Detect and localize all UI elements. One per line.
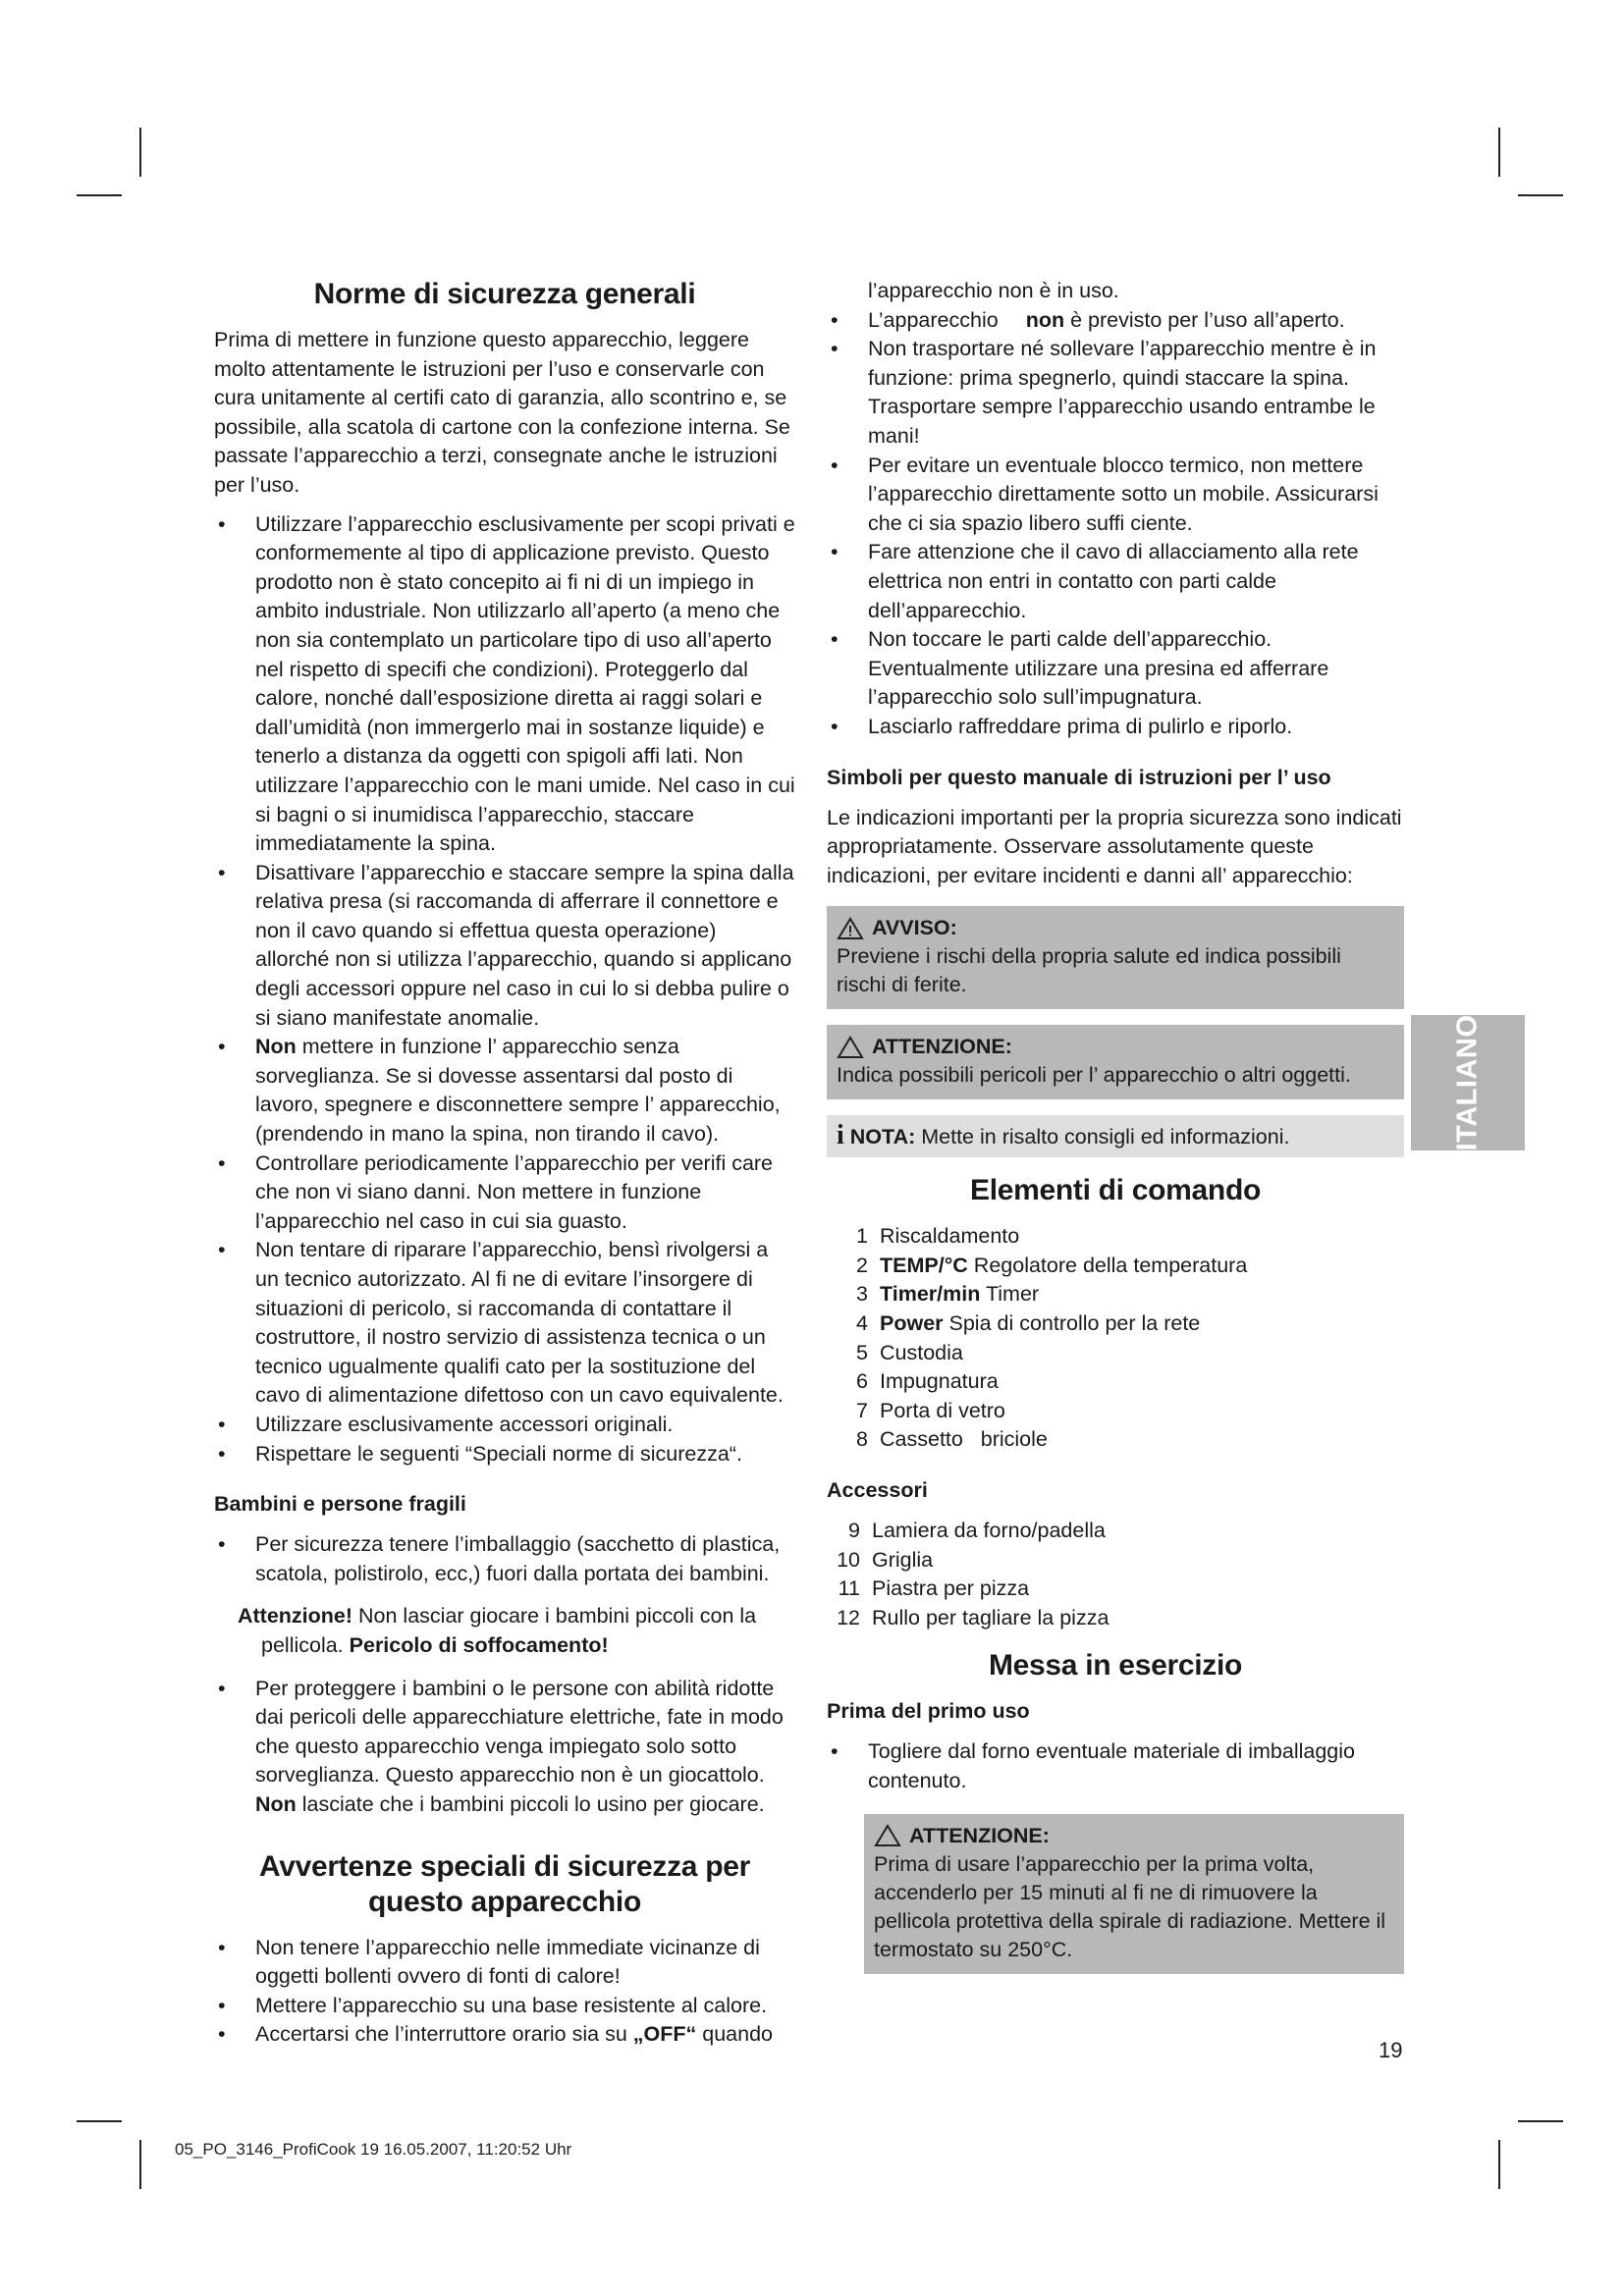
first-use-list [827,1737,1404,1795]
list-item-text: mettere in funzione l’ apparecchio senza sorveglianza. Se si dovesse assentarsi dal posto di lavoro, spegnere e disconnettere sempre l’ apparecchio, (prendendo in mano la spina, non tirando il cavo). [255,1035,781,1147]
accessory-item [833,1517,1404,1546]
nota-box [827,1115,1404,1157]
control-item [840,1367,1404,1397]
warning-triangle-icon [837,917,864,940]
safety-list [214,510,795,1469]
nota-label: NOTA: [849,1125,916,1149]
page-number: 19 [1379,2038,1403,2062]
crop-mark [1498,128,1500,177]
control-item [840,1222,1404,1252]
info-icon: i [837,1120,844,1151]
avviso-text: Previene i rischi della propria salute ed indica possibili rischi di ferite. [837,944,1341,997]
note-text: Non lasciar giocare i bambini piccoli con la pellicola. [261,1604,757,1657]
item-number: 2 [856,1253,868,1277]
nota-text: Mette in risalto consigli ed informazioni. [915,1125,1290,1149]
item-text: Regolatore della temperatura [967,1253,1248,1277]
children-list-2 [214,1675,795,1820]
avviso-box [827,906,1404,1009]
control-item [840,1339,1404,1368]
subheading-symbols: Simboli per questo manuale di istruzioni per l’ uso [827,765,1331,789]
attenzione-heading [837,1033,1394,1061]
list-item: • Disattivare l’apparecchio e staccare sempre la spina dalla relativa presa (si raccomanda di afferrare il connettore e non il cavo quando si effettua questa operazione) allorché non si utilizza l’apparecchio, quando si applicano degli accessori oppure nel caso in cui lo si debba pulire o si siano manifestate anomalie. [214,859,795,1034]
item-number: 12 [837,1605,860,1629]
list-item: • Non tentare di riparare l’apparecchio, bensì rivolgersi a un tecnico autorizzato. Al fi ne di evitare l’insorgere di situazioni di pericolo, si raccomanda di contattare il costruttore, il nostro servizio di assistenza tecnica o un tecnico ugualmente qualifi cato per la sostituzione del cavo di alimentazione difettoso con un cavo equivalente. [214,1236,795,1411]
item-bold-label: Timer/min [880,1282,981,1307]
bold-text: Non [255,1791,297,1816]
section-title-controls: Elementi di comando [969,1174,1261,1207]
item-number: 5 [856,1340,868,1364]
crop-mark [1518,2120,1563,2122]
attenzione-text: Prima di usare l’apparecchio per la prima volta, accenderlo per 15 minuti al fi ne di rimuovere la pellicola protettiva della spirale di radiazione. Mettere il termostato su 250°C. [874,1851,1386,1961]
list-item: • Controllare periodicamente l’apparecchio per verifi care che non vi siano danni. Non mettere in funzione l’apparecchio nel caso in cui sia guasto. [214,1149,795,1237]
print-footer: 05_PO_3146_ProfiCook 19 16.05.2007, 11:20:52 Uhr [175,2140,572,2159]
crop-mark [139,2140,141,2189]
list-item [214,2020,795,2050]
avviso-label: AVVISO: [872,916,957,940]
item-number: 6 [856,1369,868,1394]
attenzione-label: ATTENZIONE: [909,1823,1050,1847]
accessory-item [833,1546,1404,1575]
control-item [840,1280,1404,1309]
accessory-item [833,1575,1404,1604]
list-item: • Per evitare un eventuale blocco termico, non mettere l’apparecchio direttamente sotto un mobile. Assicurarsi che ci sia spazio libero suffi ciente. [827,452,1404,539]
item-text: Spia di controllo per la rete [943,1311,1201,1336]
item-number: 3 [856,1282,868,1307]
continued-text: l’apparecchio non è in uso. [868,279,1119,302]
warning-note [214,1602,795,1660]
bold-text: „OFF“ [632,2022,697,2047]
item-text: Impugnatura [880,1369,999,1394]
subheading-children: Bambini e persone fragili [214,1492,466,1517]
list-item-text: quando [696,2022,773,2047]
list-item-text: lasciate che i bambini piccoli lo usino per giocare. [296,1791,765,1816]
list-item: • Per sicurezza tenere l’imballaggio (sacchetto di plastica, scatola, polistirolo, ecc,) fuori dalla portata dei bambini. [214,1530,795,1588]
right-column [827,277,1404,1990]
caution-triangle-icon [874,1824,901,1847]
list-item: • Mettere l’apparecchio su una base resistente al calore. [214,1992,795,2021]
section-title-messa: Messa in esercizio [988,1649,1243,1682]
symbols-intro: Le indicazioni importanti per la propria sicurezza sono indicati appropriatamente. Osservare assolutamente queste indicazioni, per evitare incidenti e danni all’ apparecchio: [827,805,1402,887]
children-list [214,1530,795,1588]
control-item [840,1397,1404,1426]
list-item-text: è previsto per l’uso all’aperto. [1064,307,1345,332]
accessory-item [833,1604,1404,1633]
attenzione-heading [874,1822,1394,1850]
control-item [840,1309,1404,1339]
list-item: • Non trasportare né sollevare l’apparecchio mentre è in funzione: prima spegnerlo, quindi staccare la spina. Trasportare sempre l’apparecchio usando entrambe le mani! [827,335,1404,451]
section-title-special-safety: Avvertenze speciali di sicurezza per questo apparecchio [259,1849,750,1918]
list-item [827,306,1404,336]
item-number: 11 [838,1576,860,1601]
item-text: Custodia [880,1340,963,1364]
list-item: • Rispettare le seguenti “Speciali norme di sicurezza“. [214,1440,795,1469]
subheading-accessori: Accessori [827,1478,928,1503]
crop-mark [1498,2140,1500,2189]
item-text: Riscaldamento [880,1224,1020,1249]
attenzione-label: ATTENZIONE: [872,1035,1012,1059]
attenzione-box-2 [864,1814,1404,1974]
crop-mark [1518,194,1563,196]
list-item-text: Per proteggere i bambini o le persone con abilità ridotte dai pericoli delle apparecchiature elettriche, fate in modo che questo apparecchio venga impiegato solo sotto sorveglianza. Questo apparecchio non è un giocattolo. [255,1676,784,1788]
bold-text: Pericolo di soffocamento! [349,1632,609,1657]
control-item [840,1425,1404,1455]
bold-text: non [1025,307,1065,332]
list-item: • Non toccare le parti calde dell’apparecchio. Eventualmente utilizzare una presina ed afferrare l’apparecchio solo sull’impugnatura. [827,625,1404,713]
language-tab-label: ITALIANO [1451,1014,1484,1151]
list-item: • Fare attenzione che il cavo di allacciamento alla rete elettrica non entri in contatto con parti calde dell’apparecchio. [827,538,1404,625]
item-number: 7 [856,1398,868,1422]
list-item: • Utilizzare esclusivamente accessori originali. [214,1411,795,1440]
item-text: Cassetto briciole [880,1427,1048,1452]
control-item [840,1252,1404,1281]
left-column [214,277,795,2054]
item-text: Griglia [872,1547,934,1572]
item-text: Porta di vetro [880,1398,1005,1422]
item-number: 8 [856,1427,868,1452]
item-number: 1 [856,1224,868,1249]
item-text: Rullo per tagliare la pizza [872,1605,1110,1629]
crop-mark [139,128,141,177]
language-tab [1411,1015,1525,1150]
list-item: • Lasciarlo raffreddare prima di pulirlo e riporlo. [827,713,1404,742]
item-text: Lamiera da forno/padella [872,1519,1106,1543]
item-text: Timer [980,1282,1040,1307]
bold-text: Attenzione! [238,1604,353,1629]
controls-list [840,1222,1404,1455]
item-number: 10 [837,1547,860,1572]
list-item-text: L’apparecchio [868,307,999,332]
list-item [214,1675,795,1820]
item-text: Piastra per pizza [872,1576,1030,1601]
attenzione-box [827,1025,1404,1099]
item-number: 4 [856,1311,868,1336]
crop-mark [77,194,122,196]
attenzione-text: Indica possibili pericoli per l’ apparecchio o altri oggetti. [837,1063,1351,1088]
item-number: 9 [848,1519,860,1543]
list-item [214,1033,795,1148]
item-bold-label: TEMP/°C [880,1253,968,1277]
caution-triangle-icon [837,1036,864,1059]
accessories-list [833,1517,1404,1632]
avviso-heading [837,914,1394,942]
list-item: • Togliere dal forno eventuale materiale di imballaggio contenuto. [827,1737,1404,1795]
special-safety-list [214,1934,795,2050]
subheading-primo-uso: Prima del primo uso [827,1699,1030,1724]
section-title-general-safety: Norme di sicurezza generali [313,278,696,310]
intro-paragraph: Prima di mettere in funzione questo apparecchio, leggere molto attentamente le istruzioni per l’uso e conservarle con cura unitamente al certifi cato di garanzia, allo scontrino e, se possibile, alla scatola di cartone con la confezione interna. Se passate l’apparecchio a terzi, consegnate anche le istruzioni per l’uso. [214,328,790,497]
list-item-text: Accertarsi che l’interruttore orario sia su [255,2022,633,2047]
list-item: • Utilizzare l’apparecchio esclusivamente per scopi privati e conformemente al tipo di applicazione previsto. Questo prodotto non è stato concepito ai fi ni di un impiego in ambito industriale. Non utilizzarlo all’aperto (a meno che non sia contemplato un particolare tipo di uso all’aperto nel rispetto di specifi che condizioni). Proteggerlo dal calore, nonché dall’esposizione diretta ai raggi solari e dall’umidità (non immergerlo mai in sostanze liquide) e tenerlo a distanza da oggetti con spigoli affi lati. Non utilizzare l’apparecchio con le mani umide. Nel caso in cui si bagni o si inumidisca l’apparecchio, staccare immediatamente la spina. [214,510,795,859]
list-item: • Non tenere l’apparecchio nelle immediate vicinanze di oggetti bollenti ovvero di fonti di calore! [214,1934,795,1992]
item-bold-label: Power [880,1311,944,1336]
bold-text: Non [255,1035,297,1059]
special-safety-list-cont [827,306,1404,742]
crop-mark [77,2120,122,2122]
